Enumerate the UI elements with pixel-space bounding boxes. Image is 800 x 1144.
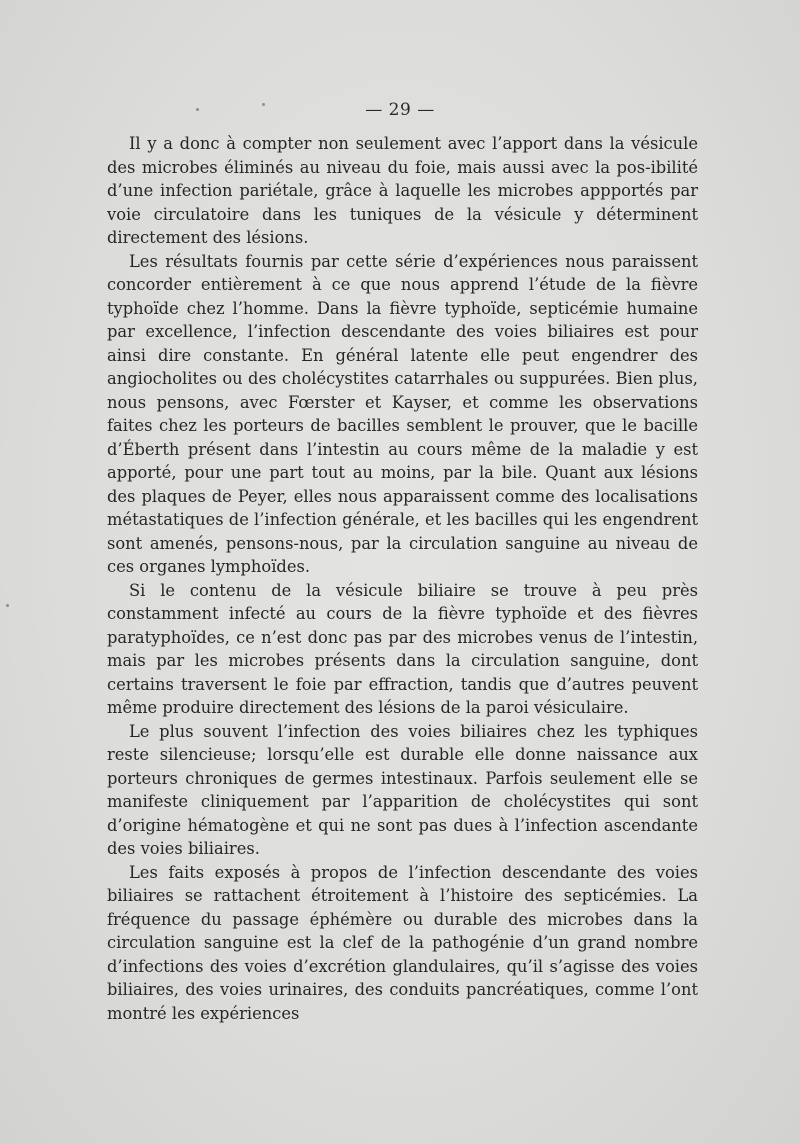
page-number: — 29 — xyxy=(365,100,435,120)
paragraph-3: Si le contenu de la vésicule biliaire se trouve à peu près constamment infecté au cours de la fièvre typhoïde et des fièvres paratyphoïdes, ce n’est donc pas par des microbes venus de l’intestin, mais par les microbes présents dans la circulation sanguine, dont certains traversent le foie par effraction, tandis que d’autres peuvent même produire directement des lésions de la paroi vésiculaire. xyxy=(107,580,698,717)
paragraph-1: Il y a donc à compter non seulement avec l’apport dans la vésicule des microbes éliminés au niveau du foie, mais aussi avec la pos-ibilité d’une infection pariétale, grâce à laquelle les microbes appportés par voie circulatoire dans les tuniques de la vésicule y déterminent directement des lésions. xyxy=(107,134,698,247)
body-text xyxy=(107,132,698,1025)
paragraph-5: Les faits exposés à propos de l’infection descendante des voies biliaires se rattachent étroitement à l’histoire des septicémies. La fréquence du passage éphémère ou durable des microbes dans la circulation sanguine est la clef de la pathogénie d’un grand nombre d’infections des voies d’excrétion glandulaires, qu’il s’agisse des voies biliaires, des voies urinaires, des conduits pancréatiques, comme l’ont montré les expériences xyxy=(107,862,698,1023)
scan-speck xyxy=(6,604,9,607)
paragraph-2: Les résultats fournis par cette série d’expériences nous paraissent concorder entièrement à ce que nous apprend l’étude de la fièvre typhoïde chez l’homme. Dans la fièvre typhoïde, septicémie humaine par excellence, l’infection descendante des voies biliaires est pour ainsi dire constante. En général latente elle peut engendrer des angiocholites ou des cholécystites catarrhales ou suppurées. Bien plus, nous pensons, avec Fœrster et Kayser, et comme les observations faites chez les porteurs de bacilles semblent le prouver, que le bacille d’Éberth présent dans l’intestin au cours même de la maladie y est apporté, pour une part tout au moins, par la bile. Quant aux lésions des plaques de Peyer, elles nous apparaissent comme des localisations métastatiques de l’infection générale, et les bacilles qui les engendrent sont amenés, pensons-nous, par la circulation sanguine au niveau de ces organes lymphoïdes. xyxy=(107,251,698,576)
paragraph-4: Le plus souvent l’infection des voies biliaires chez les typhiques reste silencieuse; lorsqu’elle est durable elle donne naissance aux porteurs chroniques de germes intestinaux. Parfois seulement elle se manifeste cliniquement par l’apparition de cholécystites qui sont d’origine hématogène et qui ne sont pas dues à l’infection ascendante des voies biliaires. xyxy=(107,721,698,858)
